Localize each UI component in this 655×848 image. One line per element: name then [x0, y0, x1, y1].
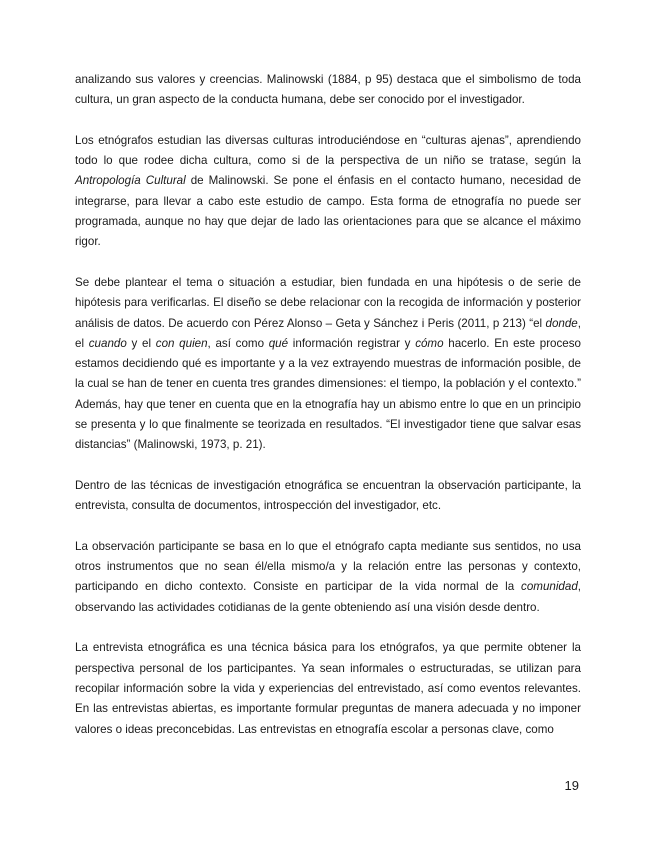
text-run: La entrevista etnográfica es una técnica básica para los etnógrafos, ya que permite obtener la perspectiva personal de los participantes. Ya sean informales o estructuradas, se utilizan para recopilar información sobre la vida y experiencias del entrevistado, así como eventos relevantes. En las entrevistas abiertas, es importante formular preguntas de manera adecuada y no imponer valores o ideas preconcebidas. Las entrevistas en etnografía escolar a personas clave, como: [75, 641, 581, 736]
body-text: [75, 70, 581, 760]
text-run: , el: [75, 316, 581, 350]
text-run: hacerlo. En este proceso estamos decidiendo qué es importante y a la vez extrayendo muestras de información posible, de la cual se han de tener en cuenta tres grandes dimensiones: el tiempo, la población y el contexto.” Además, hay que tener en cuenta que en la etnografía hay un abismo entre lo que en un principio se presenta y lo que finalmente se teorizada en resultados. “El investigador tiene que salvar esas distancias” (Malinowski, 1973, p. 21).: [75, 336, 581, 452]
paragraph: [75, 70, 581, 111]
italic-text: comunidad: [521, 580, 578, 594]
italic-text: con quien: [155, 336, 208, 350]
page-number: 19: [564, 778, 579, 793]
paragraph: [75, 537, 581, 618]
italic-text: cuando: [88, 336, 127, 350]
italic-text: qué: [268, 336, 289, 350]
text-run: y el: [126, 336, 156, 350]
text-run: La observación participante se basa en lo que el etnógrafo capta mediante sus sentidos, no usa otros instrumentos que no sean él/ella mismo/a y la relación entre las personas y contexto, participando en dicho contexto. Consiste en participar de la vida normal de la: [75, 539, 581, 594]
text-run: Dentro de las técnicas de investigación etnográfica se encuentran la observación participante, la entrevista, consulta de documentos, introspección del investigador, etc.: [75, 478, 581, 513]
text-run: de Malinowski. Se pone el énfasis en el contacto humano, necesidad de integrarse, para llevar a cabo este estudio de campo. Esta forma de etnografía no puede ser programada, aunque no hay que dejar de lado las orientaciones para que se alcance el máximo rigor.: [75, 174, 581, 249]
text-run: Se debe plantear el tema o situación a estudiar, bien fundada en una hipótesis o de serie de hipótesis para verificarlas. El diseño se debe relacionar con la recogida de información y posterior análisis de datos. De acuerdo con Pérez Alonso – Geta y Sánchez i Peris (2011, p 213) “el: [75, 275, 581, 330]
text-run: , observando las actividades cotidianas de la gente obteniendo así una visión desde dentro.: [75, 580, 581, 614]
paragraph: [75, 638, 581, 739]
italic-text: cómo: [415, 336, 444, 350]
text-run: información registrar y: [288, 336, 416, 350]
italic-text: donde: [545, 316, 578, 330]
paragraph: [75, 476, 581, 517]
text-run: Los etnógrafos estudian las diversas culturas introduciéndose en “culturas ajenas”, aprendiendo todo lo que rodee dicha cultura, como si de la perspectiva de un niño se tratase, según la: [75, 133, 581, 168]
text-run: analizando sus valores y creencias. Malinowski (1884, p 95) destaca que el simbolismo de toda cultura, un gran aspecto de la conducta humana, debe ser conocido por el investigador.: [75, 73, 581, 107]
paragraph: [75, 131, 581, 253]
italic-text: Antropología Cultural: [75, 174, 186, 188]
text-run: , así como: [207, 336, 269, 350]
paragraph: [75, 273, 581, 456]
